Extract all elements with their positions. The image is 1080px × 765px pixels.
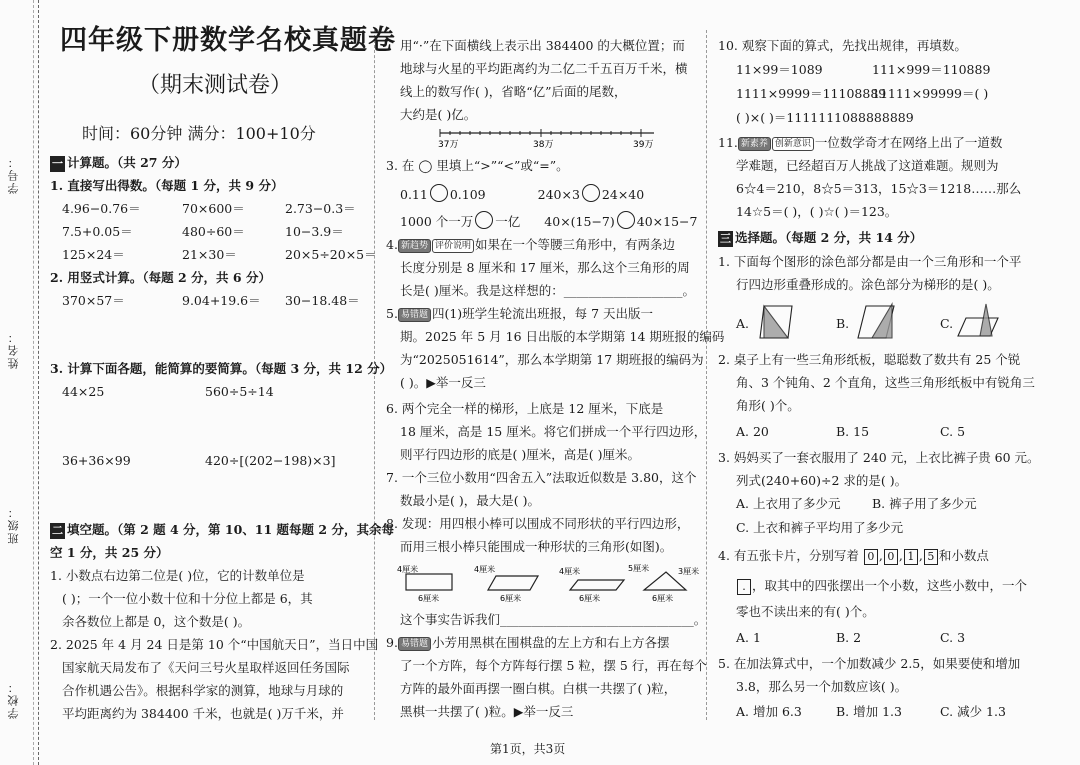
stick-figures [396, 562, 702, 606]
fill-q1-line: ( )；一个一位小数十位和十分位上都是 6，其 [62, 591, 313, 606]
choice-q4-line: 4. 有五张卡片，分别写着 0 , 0 , 1 , 5 和小数点 [718, 548, 989, 563]
q-text: 4. 有五张卡片，分别写着 [718, 548, 859, 563]
shape-c [954, 300, 1002, 344]
section-3-heading [718, 230, 922, 247]
q-number: 9. [386, 635, 398, 650]
fill-q8-line: 而用三根小棒只能围成一种形状的三角形(如图)。 [400, 539, 673, 554]
student-no-label: 学号： [7, 155, 20, 194]
q-number: 11. [718, 135, 738, 150]
fill-q6-line: 18 厘米，高是 15 厘米。将它们拼成一个平行四边形， [400, 424, 707, 439]
school-label: 学校： [7, 680, 20, 719]
fill-q7-line: 数最小是( )，最大是( )。 [400, 493, 540, 508]
calc-item: 10−3.9＝ [285, 224, 344, 239]
calc-item: 70×600＝ [182, 201, 245, 216]
vertical-calc-item: 30−18.48＝ [285, 293, 360, 308]
fill-q2-line: 合作机遇公告》。根据科学家的测算，地球与月球的 [62, 683, 344, 698]
section-title: 计算题。（共 27 分） [67, 155, 187, 170]
time-score: 时间：60分钟 满分：100+10分 [82, 124, 316, 143]
section-number: 二 [52, 524, 63, 537]
option-b[interactable]: B. 裤子用了多少元 [872, 496, 977, 511]
pattern-line: ( )×( )＝1111111088888889 [736, 110, 914, 125]
vertical-calc-item: 9.04+19.6＝ [182, 293, 261, 308]
calc-item: 2.73−0.3＝ [285, 201, 356, 216]
q-text: 一位数学奇才在网络上出了一道数 [814, 135, 1003, 150]
choice-q1-line: 1. 下面每个图形的涂色部分都是由一个三角形和一个平 [718, 254, 1022, 269]
fig-label: 6厘米 [418, 594, 440, 603]
q-number: 4. [386, 237, 398, 252]
fill-q11-line [718, 135, 1002, 151]
compare-circle[interactable] [430, 184, 448, 202]
option-a[interactable]: A. [736, 316, 750, 331]
literacy-badge: 新素养 [738, 137, 771, 151]
fig-label: 4厘米 [559, 567, 581, 576]
simplify-item: 36+36×99 [62, 453, 131, 468]
q-text: 四(1)班学生轮流出班报，每 7 天出版一 [431, 306, 654, 321]
choice-q5-line: 5. 在加法算式中，一个加数减少 2.5，如果要使和增加 [718, 656, 1021, 671]
fill-q3-stem: 3. 在 ◯ 里填上“>”“<”或“=”。 [386, 158, 569, 173]
q-text: 和小数点 [938, 548, 989, 563]
q1-stem: 1. 直接写出得数。（每题 1 分，共 9 分） [50, 178, 284, 193]
q-text: 小芳用黑棋在围棋盘的左上方和右上方各摆 [431, 635, 670, 650]
compare-row-1 [400, 184, 644, 203]
choice-q3-line: 列式(240+60)÷2 求的是( )。 [736, 473, 908, 488]
simplify-item: 44×25 [62, 384, 105, 399]
compare-circle[interactable] [475, 211, 493, 229]
compare-right: 一亿 [495, 214, 521, 229]
q2-stem: 2. 用竖式计算。（每题 2 分，共 6 分） [50, 270, 271, 285]
fig-label: 6厘米 [500, 594, 522, 603]
pattern-line: 111×999＝110889 [872, 62, 991, 77]
fill-q6-line: 6. 两个完全一样的梯形，上底是 12 厘米，下底是 [386, 401, 664, 416]
vertical-calc-item: 370×57＝ [62, 293, 125, 308]
compare-left: 240×3 [537, 187, 580, 202]
fig-label: 4厘米 [397, 565, 419, 574]
section-number: 三 [720, 232, 731, 245]
q-text: 如果在一个等腰三角形中，有两条边 [474, 237, 675, 252]
pattern-line: 11111×99999＝( ) [872, 86, 989, 101]
choice-q2-line: 2. 桌子上有一些三角形纸板，聪聪数了数共有 25 个锐 [718, 352, 1021, 367]
compare-left: 40×(15−7) [544, 214, 615, 229]
q-text: ，取其中的四张摆出一个小数，这些小数中，一个 [752, 578, 1028, 593]
tick-label-right: 39万 [633, 140, 654, 150]
fig-label: 4厘米 [474, 565, 496, 574]
calc-item: 125×24＝ [62, 247, 125, 262]
fill-q5-line: ( )。▶举一反三 [400, 375, 486, 390]
fill-q4-line: 长度分别是 8 厘米和 17 厘米，那么这个三角形的周 [400, 260, 690, 275]
digit-card: 1 [904, 549, 918, 565]
calc-item: 4.96−0.76＝ [62, 201, 141, 216]
choice-q2-line: 角、3 个钝角、2 个直角，这些三角形纸板中有锐角三 [736, 375, 1035, 390]
option-b[interactable]: B. [836, 316, 850, 331]
choice-q5-line: 3.8，那么另一个加数应该( )。 [736, 679, 908, 694]
fill-q9-line: 黑棋一共摆了( )粒。▶举一反三 [400, 704, 574, 719]
option-a[interactable]: A. 增加 6.3 [736, 704, 802, 719]
eval-badge: 评价说明 [432, 239, 474, 253]
option-c[interactable]: C. 上衣和裤子平均用了多少元 [736, 520, 904, 535]
parallelogram-1 [406, 574, 452, 590]
error-prone-badge: 易错题 [398, 308, 431, 322]
fill-q11-line: 学难题，已经超百万人挑战了这道难题。规则为 [736, 158, 999, 173]
fill-q1-line: 1. 小数点右边第二位是( )位，它的计数单位是 [50, 568, 305, 583]
exam-title: 四年级下册数学名校真题卷 [60, 25, 396, 56]
parallelogram-2 [488, 576, 538, 590]
fill-q6-line: 则平行四边形的底是( )厘米，高是( )厘米。 [400, 447, 640, 462]
fig-label: 5厘米 [628, 564, 650, 573]
fill-q5-line: 期。2025 年 5 月 16 日出版的本学期第 14 期班报的编码 [400, 329, 725, 344]
error-prone-badge: 易错题 [398, 637, 431, 651]
fill-q2-line: 国家航天局发布了《天问三号火星取样返回任务国际 [62, 660, 350, 675]
tick-label-left: 37万 [438, 140, 459, 150]
option-a[interactable]: A. 20 [736, 424, 769, 439]
choice-q2-line: 角形( )个。 [736, 398, 800, 413]
digit-card: 0 [884, 549, 898, 565]
compare-circle[interactable] [617, 211, 635, 229]
fill-q9-line: 了一个方阵，每个方阵每行摆 5 粒，摆 5 行，再在每个 [400, 658, 707, 673]
compare-left: 1000 个一万 [400, 214, 474, 229]
fig-label: 3厘米 [678, 567, 700, 576]
simplify-item: 420÷[(202−198)×3] [205, 453, 336, 468]
section-2-heading [50, 522, 394, 539]
compare-row-2 [400, 211, 697, 230]
choice-q4-line: 零也不读出来的有( )个。 [736, 604, 875, 619]
section-number: 一 [52, 157, 63, 170]
parallelogram-3 [570, 580, 624, 590]
fill-q10-stem: 10. 观察下面的算式，先找出规律，再填数。 [718, 38, 967, 53]
choice-q3-line: 3. 妈妈买了一套衣服用了 240 元，上衣比裤子贵 60 元。 [718, 450, 1040, 465]
binding-dashed-line-inner [33, 0, 34, 765]
trend-badge: 新趋势 [398, 239, 431, 253]
calc-item: 480÷60＝ [182, 224, 245, 239]
page-footer: 第1页，共3页 [490, 742, 566, 756]
exam-subtitle: （期末测试卷） [138, 73, 293, 98]
fill-q1-line: 余各数位上都是 0，这个数是( )。 [62, 614, 251, 629]
fill-q4-line [386, 237, 675, 253]
simplify-item: 560÷5÷14 [205, 384, 274, 399]
option-a[interactable]: A. 1 [736, 630, 761, 645]
compare-right: 0.109 [449, 187, 486, 202]
digit-card: 5 [924, 549, 938, 565]
fill-q2-line: 2. 2025 年 4 月 24 日是第 10 个“中国航天日”，当日中国 [50, 637, 379, 652]
option-b[interactable]: B. 2 [836, 630, 862, 645]
fill-q2-cont: 地球与火星的平均距离约为二亿二千五百万千米，横 [400, 61, 688, 76]
name-label: 姓名： [7, 330, 20, 369]
compare-right: 24×40 [601, 187, 645, 202]
q3-stem: 3. 计算下面各题，能简算的要简算。（每题 3 分，共 12 分） [50, 361, 393, 376]
fill-q5-line: 为“2025051614”，那么本学期第 17 期班报的编码为 [400, 352, 704, 367]
fig-label: 6厘米 [652, 594, 674, 603]
option-a[interactable]: A. 上衣用了多少元 [736, 496, 841, 511]
digit-card: 0 [864, 549, 878, 565]
fill-q4-line: 长是( )厘米。我是这样想的：___________________。 [400, 283, 695, 298]
compare-circle[interactable] [582, 184, 600, 202]
fill-q11-line: 6☆4＝210，8☆5＝313，15☆3＝1218……那么 [736, 181, 1022, 196]
fill-q11-line: 14☆5＝( )，( )☆( )＝123。 [736, 204, 898, 219]
innovation-badge: 创新意识 [772, 137, 814, 151]
section-2-heading-cont: 空 1 分，共 25 分） [50, 545, 169, 560]
option-b[interactable]: B. 15 [836, 424, 870, 439]
fill-q2-line: 平均距离约为 384400 千米，也就是( )万千米，并 [62, 706, 344, 721]
fill-q9-line [386, 635, 669, 651]
q-number: 5. [386, 306, 398, 321]
choice-q1-line: 行四边形重叠形成的。涂色部分为梯形的是( )。 [736, 277, 1000, 292]
tick-label-mid: 38万 [533, 140, 554, 150]
compare-left: 0.11 [400, 187, 428, 202]
option-c[interactable]: C. 3 [940, 630, 966, 645]
binding-strip [0, 0, 48, 765]
fill-q9-line: 方阵的最外面再摆一圈白棋。白棋一共摆了( )粒， [400, 681, 677, 696]
decimal-point-card: . [737, 579, 751, 595]
option-c[interactable]: C. 5 [940, 424, 966, 439]
pattern-line: 1111×9999＝11108889 [736, 86, 887, 101]
section-title: 填空题。（第 2 题 4 分，第 10、11 题每题 2 分，其余每 [67, 522, 394, 537]
class-label: 班级： [7, 505, 20, 544]
option-c[interactable]: C. 减少 1.3 [940, 704, 1006, 719]
option-c[interactable]: C. [940, 316, 954, 331]
fill-q7-line: 7. 一个三位小数用“四舍五入”法取近似数是 3.80，这个 [386, 470, 697, 485]
pattern-line: 11×99＝1089 [736, 62, 823, 77]
compare-right: 40×15−7 [636, 214, 698, 229]
fill-q5-line [386, 306, 653, 322]
fill-q2-cont: 大约是( )亿。 [400, 107, 477, 122]
calc-item: 7.5+0.05＝ [62, 224, 133, 239]
fig-label: 6厘米 [579, 594, 601, 603]
section-title: 选择题。（每题 2 分，共 14 分） [735, 230, 923, 245]
fill-q8-conclusion: 这个事实告诉我们_______________________________。 [400, 612, 707, 627]
choice-q4-line [736, 578, 1027, 595]
calc-item: 21×30＝ [182, 247, 237, 262]
fill-q2-cont: 线上的数写作( )，省略“亿”后面的尾数， [400, 84, 627, 99]
section-1-heading [50, 155, 187, 172]
binding-dashed-line [38, 0, 39, 765]
shape-a [752, 300, 800, 344]
option-b[interactable]: B. 增加 1.3 [836, 704, 902, 719]
number-line [436, 128, 660, 150]
calc-item: 20×5÷20×5＝ [285, 247, 377, 262]
fill-q8-line: 8. 发现：用四根小棒可以围成不同形状的平行四边形， [386, 516, 690, 531]
fill-q2-cont: 用“·”在下面横线上表示出 384400 的大概位置；而 [400, 38, 685, 53]
shape-b [852, 300, 900, 344]
